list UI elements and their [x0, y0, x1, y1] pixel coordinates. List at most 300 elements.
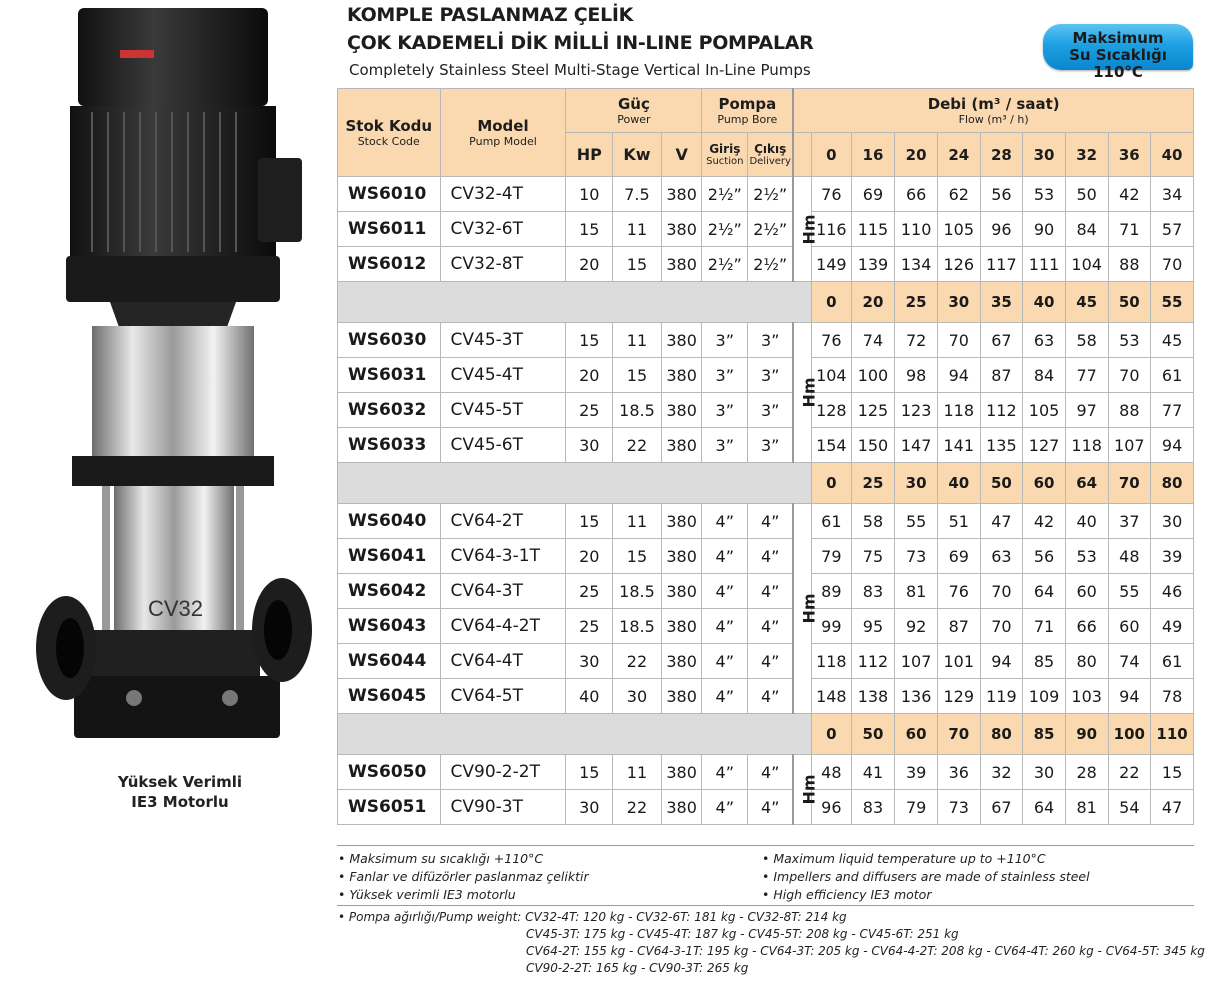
model-cell: CV90-3T: [440, 790, 566, 825]
hp-cell: 40: [566, 679, 613, 714]
note-item: • Maksimum su sıcaklığı +110°C: [338, 850, 589, 868]
head-value-cell: 79: [812, 539, 852, 574]
head-value-cell: 99: [812, 609, 852, 644]
delivery-cell: 2½”: [748, 247, 794, 282]
head-value-cell: 125: [851, 393, 895, 428]
head-value-cell: 135: [980, 428, 1023, 463]
delivery-cell: 2½”: [748, 177, 794, 212]
voltage-cell: 380: [661, 609, 702, 644]
note-item: • Maximum liquid temperature up to +110°C: [762, 850, 1090, 868]
head-value-cell: 147: [895, 428, 938, 463]
suction-cell: 3”: [702, 323, 748, 358]
suction-cell: 4”: [702, 644, 748, 679]
hp-cell: 30: [566, 428, 613, 463]
head-value-cell: 107: [1108, 428, 1151, 463]
flow-value: 50: [980, 463, 1023, 504]
flow-value: 36: [1108, 133, 1151, 177]
head-value-cell: 53: [1023, 177, 1066, 212]
table-row: [338, 574, 1194, 609]
head-unit-text: Hm: [799, 213, 819, 245]
stock-code-cell: WS6042: [338, 574, 441, 609]
head-value-cell: 40: [1065, 504, 1108, 539]
suction-cell: 2½”: [702, 212, 748, 247]
stock-code-cell: WS6031: [338, 358, 441, 393]
stock-code-cell: WS6041: [338, 539, 441, 574]
caption-line-1: Yüksek Verimli: [117, 773, 243, 791]
head-value-cell: 83: [851, 790, 895, 825]
suction-cell: 2½”: [702, 247, 748, 282]
head-value-cell: 58: [851, 504, 895, 539]
note-item: • Impellers and diffusers are made of stainless steel: [762, 868, 1090, 886]
stock-code-cell: WS6051: [338, 790, 441, 825]
head-value-cell: 47: [980, 504, 1023, 539]
head-value-cell: 97: [1065, 393, 1108, 428]
suction-cell: 4”: [702, 790, 748, 825]
head-value-cell: 94: [1151, 428, 1194, 463]
head-value-cell: 129: [937, 679, 980, 714]
head-value-cell: 84: [1065, 212, 1108, 247]
voltage-cell: 380: [661, 177, 702, 212]
motor-flange: [66, 256, 280, 302]
head-value-cell: 98: [895, 358, 938, 393]
head-value-cell: 60: [1065, 574, 1108, 609]
head-value-cell: 148: [812, 679, 852, 714]
table-row: [338, 679, 1194, 714]
head-value-cell: 123: [895, 393, 938, 428]
hp-cell: 25: [566, 393, 613, 428]
head-value-cell: 49: [1151, 609, 1194, 644]
stock-code-header-en: Stock Code: [357, 135, 420, 148]
stock-code-cell: WS6045: [338, 679, 441, 714]
table-row: [338, 323, 1194, 358]
suction-cell: 4”: [702, 755, 748, 790]
flow-value: 0: [812, 282, 852, 323]
head-value-cell: 69: [851, 177, 895, 212]
head-value-cell: 37: [1108, 504, 1151, 539]
head-value-cell: 95: [851, 609, 895, 644]
flow-value: 40: [937, 463, 980, 504]
suction-cell: 4”: [702, 574, 748, 609]
head-value-cell: 69: [937, 539, 980, 574]
hp-cell: 15: [566, 323, 613, 358]
head-value-cell: 73: [937, 790, 980, 825]
head-value-cell: 118: [1065, 428, 1108, 463]
delivery-cell: 4”: [748, 790, 794, 825]
head-value-cell: 70: [1151, 247, 1194, 282]
power-header-tr: Güç: [617, 95, 650, 113]
table-row: [338, 247, 1194, 282]
head-value-cell: 136: [895, 679, 938, 714]
stock-code-cell: WS6011: [338, 212, 441, 247]
model-header-en: Pump Model: [469, 135, 537, 148]
pump-weights: [338, 909, 1205, 977]
kw-cell: 15: [613, 358, 662, 393]
suction-cell: 4”: [702, 504, 748, 539]
head-value-cell: 78: [1151, 679, 1194, 714]
hp-cell: 25: [566, 574, 613, 609]
notes-divider: [337, 845, 1194, 846]
model-cell: CV32-8T: [440, 247, 566, 282]
head-value-cell: 94: [980, 644, 1023, 679]
voltage-cell: 380: [661, 247, 702, 282]
head-value-cell: 139: [851, 247, 895, 282]
kw-cell: 11: [613, 504, 662, 539]
flow-value: 100: [1108, 714, 1151, 755]
head-value-cell: 110: [895, 212, 938, 247]
head-value-cell: 100: [851, 358, 895, 393]
head-value-cell: 62: [937, 177, 980, 212]
head-value-cell: 105: [937, 212, 980, 247]
max-temperature-badge: [1043, 24, 1193, 81]
note-item: • High efficiency IE3 motor: [762, 886, 1090, 904]
hp-cell: 25: [566, 609, 613, 644]
head-value-cell: 53: [1065, 539, 1108, 574]
head-value-cell: 81: [895, 574, 938, 609]
weights-divider: [337, 905, 1194, 906]
table-row: [338, 504, 1194, 539]
head-value-cell: 77: [1065, 358, 1108, 393]
head-value-cell: 46: [1151, 574, 1194, 609]
head-unit-text: Hm: [799, 774, 819, 805]
pump-bore-header: [702, 89, 793, 133]
model-header-tr: Model: [477, 117, 529, 135]
head-value-cell: 126: [937, 247, 980, 282]
weight-line: • Pompa ağırlığı/Pump weight: CV32-4T: 120 kg - CV32-6T: 181 kg - CV32-8T: 214 kg: [338, 909, 1205, 926]
head-value-cell: 118: [937, 393, 980, 428]
stock-code-cell: WS6010: [338, 177, 441, 212]
head-unit-label: [793, 323, 819, 463]
head-value-cell: 48: [1108, 539, 1151, 574]
head-value-cell: 105: [1023, 393, 1066, 428]
head-unit-text: Hm: [799, 593, 819, 624]
stock-code-header-tr: Stok Kodu: [345, 117, 433, 135]
delivery-cell: 3”: [748, 358, 794, 393]
voltage-cell: 380: [661, 539, 702, 574]
head-unit-text: Hm: [799, 377, 819, 408]
hp-cell: 30: [566, 644, 613, 679]
delivery-cell: 4”: [748, 679, 794, 714]
flow-value: 16: [851, 133, 895, 177]
flow-value: 50: [851, 714, 895, 755]
flow-value: 30: [937, 282, 980, 323]
voltage-cell: 380: [661, 323, 702, 358]
hp-cell: 15: [566, 504, 613, 539]
hp-cell: 10: [566, 177, 613, 212]
head-value-cell: 104: [1065, 247, 1108, 282]
hp-header: HP: [566, 133, 613, 177]
flow-value: 20: [851, 282, 895, 323]
weight-line: CV90-2-2T: 165 kg - CV90-3T: 265 kg: [526, 961, 749, 975]
voltage-cell: 380: [661, 428, 702, 463]
head-value-cell: 30: [1151, 504, 1194, 539]
flow-value: 60: [1023, 463, 1066, 504]
delivery-cell: 3”: [748, 323, 794, 358]
head-value-cell: 111: [1023, 247, 1066, 282]
stock-code-cell: WS6012: [338, 247, 441, 282]
flow-separator-row: [338, 463, 1194, 504]
flow-value: 20: [895, 133, 938, 177]
flow-header-en: Flow (m³ / h): [958, 113, 1029, 126]
head-value-cell: 76: [812, 177, 852, 212]
head-value-cell: 67: [980, 790, 1023, 825]
pump-illustration: [30, 8, 320, 768]
head-value-cell: 109: [1023, 679, 1066, 714]
kw-cell: 22: [613, 644, 662, 679]
head-value-cell: 76: [812, 323, 852, 358]
table-row: [338, 177, 1194, 212]
model-header: [440, 89, 566, 177]
flow-separator-row: [338, 714, 1194, 755]
head-value-cell: 45: [1151, 323, 1194, 358]
pump-base: [74, 676, 280, 738]
head-value-cell: 70: [980, 574, 1023, 609]
notes-turkish: [338, 850, 589, 904]
pump-bore-header-tr: Pompa: [718, 95, 777, 113]
head-value-cell: 55: [895, 504, 938, 539]
flow-value: 50: [1108, 282, 1151, 323]
head-value-cell: 96: [812, 790, 852, 825]
suction-cell: 2½”: [702, 177, 748, 212]
flow-value: 25: [851, 463, 895, 504]
head-value-cell: 58: [1065, 323, 1108, 358]
suction-cell: 4”: [702, 679, 748, 714]
head-value-cell: 88: [1108, 393, 1151, 428]
delivery-header-tr: Çıkış: [754, 142, 787, 156]
model-cell: CV45-6T: [440, 428, 566, 463]
head-value-cell: 89: [812, 574, 852, 609]
model-cell: CV64-4-2T: [440, 609, 566, 644]
head-value-cell: 141: [937, 428, 980, 463]
kw-cell: 7.5: [613, 177, 662, 212]
head-value-cell: 42: [1023, 504, 1066, 539]
kw-header: Kw: [613, 133, 662, 177]
head-value-cell: 32: [980, 755, 1023, 790]
head-value-cell: 80: [1065, 644, 1108, 679]
note-item: • Yüksek verimli IE3 motorlu: [338, 886, 589, 904]
head-value-cell: 112: [851, 644, 895, 679]
flow-value: 110: [1151, 714, 1194, 755]
delivery-cell: 4”: [748, 504, 794, 539]
head-value-cell: 53: [1108, 323, 1151, 358]
head-value-cell: 81: [1065, 790, 1108, 825]
kw-cell: 22: [613, 790, 662, 825]
stock-code-cell: WS6033: [338, 428, 441, 463]
delivery-cell: 4”: [748, 644, 794, 679]
head-value-cell: 104: [812, 358, 852, 393]
model-cell: CV90-2-2T: [440, 755, 566, 790]
power-header: [566, 89, 702, 133]
head-value-cell: 112: [980, 393, 1023, 428]
delivery-header-en: Delivery: [749, 156, 791, 167]
table-row: [338, 755, 1194, 790]
flow-value: 35: [980, 282, 1023, 323]
separator-blank: [338, 463, 812, 504]
kw-cell: 30: [613, 679, 662, 714]
stock-code-cell: WS6043: [338, 609, 441, 644]
head-value-cell: 60: [1108, 609, 1151, 644]
head-value-cell: 22: [1108, 755, 1151, 790]
kw-cell: 15: [613, 247, 662, 282]
suction-cell: 3”: [702, 358, 748, 393]
voltage-cell: 380: [661, 644, 702, 679]
head-value-cell: 87: [980, 358, 1023, 393]
flow-value: 85: [1023, 714, 1066, 755]
flow-value: 70: [937, 714, 980, 755]
head-value-cell: 127: [1023, 428, 1066, 463]
flow-header: [793, 89, 1193, 133]
head-value-cell: 103: [1065, 679, 1108, 714]
head-value-cell: 88: [1108, 247, 1151, 282]
page-title-line-2: ÇOK KADEMELİ DİK MİLLİ IN-LINE POMPALAR: [347, 32, 814, 54]
head-value-cell: 41: [851, 755, 895, 790]
head-value-cell: 115: [851, 212, 895, 247]
flow-value: 80: [1151, 463, 1194, 504]
head-value-cell: 56: [1023, 539, 1066, 574]
table-row: [338, 790, 1194, 825]
model-cell: CV64-4T: [440, 644, 566, 679]
head-value-cell: 118: [812, 644, 852, 679]
pump-bore-header-en: Pump Bore: [717, 113, 778, 126]
head-value-cell: 116: [812, 212, 852, 247]
stock-code-cell: WS6032: [338, 393, 441, 428]
model-cell: CV32-4T: [440, 177, 566, 212]
head-value-cell: 96: [980, 212, 1023, 247]
flow-value: 60: [895, 714, 938, 755]
flow-value: 0: [812, 714, 852, 755]
head-value-cell: 55: [1108, 574, 1151, 609]
head-value-cell: 149: [812, 247, 852, 282]
head-value-cell: 57: [1151, 212, 1194, 247]
voltage-cell: 380: [661, 212, 702, 247]
pump-label: CV32: [148, 596, 204, 621]
hp-cell: 15: [566, 755, 613, 790]
head-value-cell: 67: [980, 323, 1023, 358]
delivery-cell: 4”: [748, 609, 794, 644]
flow-value: 40: [1023, 282, 1066, 323]
head-value-cell: 61: [812, 504, 852, 539]
separator-blank: [338, 714, 812, 755]
delivery-cell: 4”: [748, 755, 794, 790]
head-value-cell: 101: [937, 644, 980, 679]
table-row: [338, 428, 1194, 463]
flow-value: 0: [812, 463, 852, 504]
badge-line-2: Su Sıcaklığı 110°C: [1069, 46, 1167, 81]
flow-value: 25: [895, 282, 938, 323]
flow-value: 32: [1065, 133, 1108, 177]
head-value-cell: 71: [1108, 212, 1151, 247]
hp-cell: 20: [566, 358, 613, 393]
head-value-cell: 75: [851, 539, 895, 574]
model-cell: CV64-3T: [440, 574, 566, 609]
head-value-cell: 61: [1151, 358, 1194, 393]
head-value-cell: 63: [980, 539, 1023, 574]
head-value-cell: 15: [1151, 755, 1194, 790]
head-value-cell: 70: [937, 323, 980, 358]
head-value-cell: 66: [895, 177, 938, 212]
power-header-en: Power: [617, 113, 651, 126]
head-value-cell: 51: [937, 504, 980, 539]
suction-header: [702, 133, 748, 177]
head-value-cell: 117: [980, 247, 1023, 282]
terminal-box: [258, 158, 302, 242]
model-cell: CV64-5T: [440, 679, 566, 714]
head-value-cell: 42: [1108, 177, 1151, 212]
head-value-cell: 154: [812, 428, 852, 463]
voltage-cell: 380: [661, 504, 702, 539]
hp-cell: 20: [566, 539, 613, 574]
kw-cell: 18.5: [613, 609, 662, 644]
head-value-cell: 70: [980, 609, 1023, 644]
voltage-header: V: [661, 133, 702, 177]
flow-value: 28: [980, 133, 1023, 177]
head-value-cell: 39: [895, 755, 938, 790]
flow-header-spacer: [793, 133, 811, 177]
delivery-cell: 4”: [748, 539, 794, 574]
model-cell: CV45-5T: [440, 393, 566, 428]
head-value-cell: 66: [1065, 609, 1108, 644]
table-row: [338, 358, 1194, 393]
model-cell: CV45-4T: [440, 358, 566, 393]
stock-code-cell: WS6050: [338, 755, 441, 790]
kw-cell: 15: [613, 539, 662, 574]
head-value-cell: 48: [812, 755, 852, 790]
kw-cell: 11: [613, 323, 662, 358]
delivery-header: [748, 133, 794, 177]
head-value-cell: 36: [937, 755, 980, 790]
separator-blank: [338, 282, 812, 323]
brand-logo-mark: [120, 50, 154, 58]
head-value-cell: 64: [1023, 574, 1066, 609]
kw-cell: 18.5: [613, 393, 662, 428]
flow-value: 70: [1108, 463, 1151, 504]
head-value-cell: 61: [1151, 644, 1194, 679]
flow-value: 90: [1065, 714, 1108, 755]
delivery-cell: 2½”: [748, 212, 794, 247]
weight-line: CV45-3T: 175 kg - CV45-4T: 187 kg - CV45-5T: 208 kg - CV45-6T: 251 kg: [526, 927, 959, 941]
flow-separator-row: [338, 282, 1194, 323]
stock-code-header: [338, 89, 441, 177]
head-value-cell: 85: [1023, 644, 1066, 679]
head-value-cell: 70: [1108, 358, 1151, 393]
head-value-cell: 83: [851, 574, 895, 609]
head-value-cell: 34: [1151, 177, 1194, 212]
head-value-cell: 119: [980, 679, 1023, 714]
head-value-cell: 74: [851, 323, 895, 358]
suction-cell: 4”: [702, 609, 748, 644]
weight-line: CV64-2T: 155 kg - CV64-3-1T: 195 kg - CV64-3T: 205 kg - CV64-4-2T: 208 kg - CV64-4T: 260 kg - CV64-5T: 345 kg: [526, 944, 1205, 958]
stock-code-cell: WS6040: [338, 504, 441, 539]
head-value-cell: 50: [1065, 177, 1108, 212]
head-value-cell: 84: [1023, 358, 1066, 393]
flow-header-tr: Debi (m³ / saat): [927, 95, 1060, 113]
badge-line-1: Maksimum: [1072, 29, 1164, 47]
stock-code-cell: WS6030: [338, 323, 441, 358]
head-value-cell: 74: [1108, 644, 1151, 679]
head-value-cell: 56: [980, 177, 1023, 212]
suction-header-tr: Giriş: [709, 142, 741, 156]
voltage-cell: 380: [661, 755, 702, 790]
flow-value: 64: [1065, 463, 1108, 504]
head-value-cell: 92: [895, 609, 938, 644]
head-value-cell: 28: [1065, 755, 1108, 790]
voltage-cell: 380: [661, 358, 702, 393]
head-value-cell: 107: [895, 644, 938, 679]
table-row: [338, 539, 1194, 574]
delivery-cell: 3”: [748, 428, 794, 463]
voltage-cell: 380: [661, 393, 702, 428]
flow-value: 80: [980, 714, 1023, 755]
head-value-cell: 63: [1023, 323, 1066, 358]
